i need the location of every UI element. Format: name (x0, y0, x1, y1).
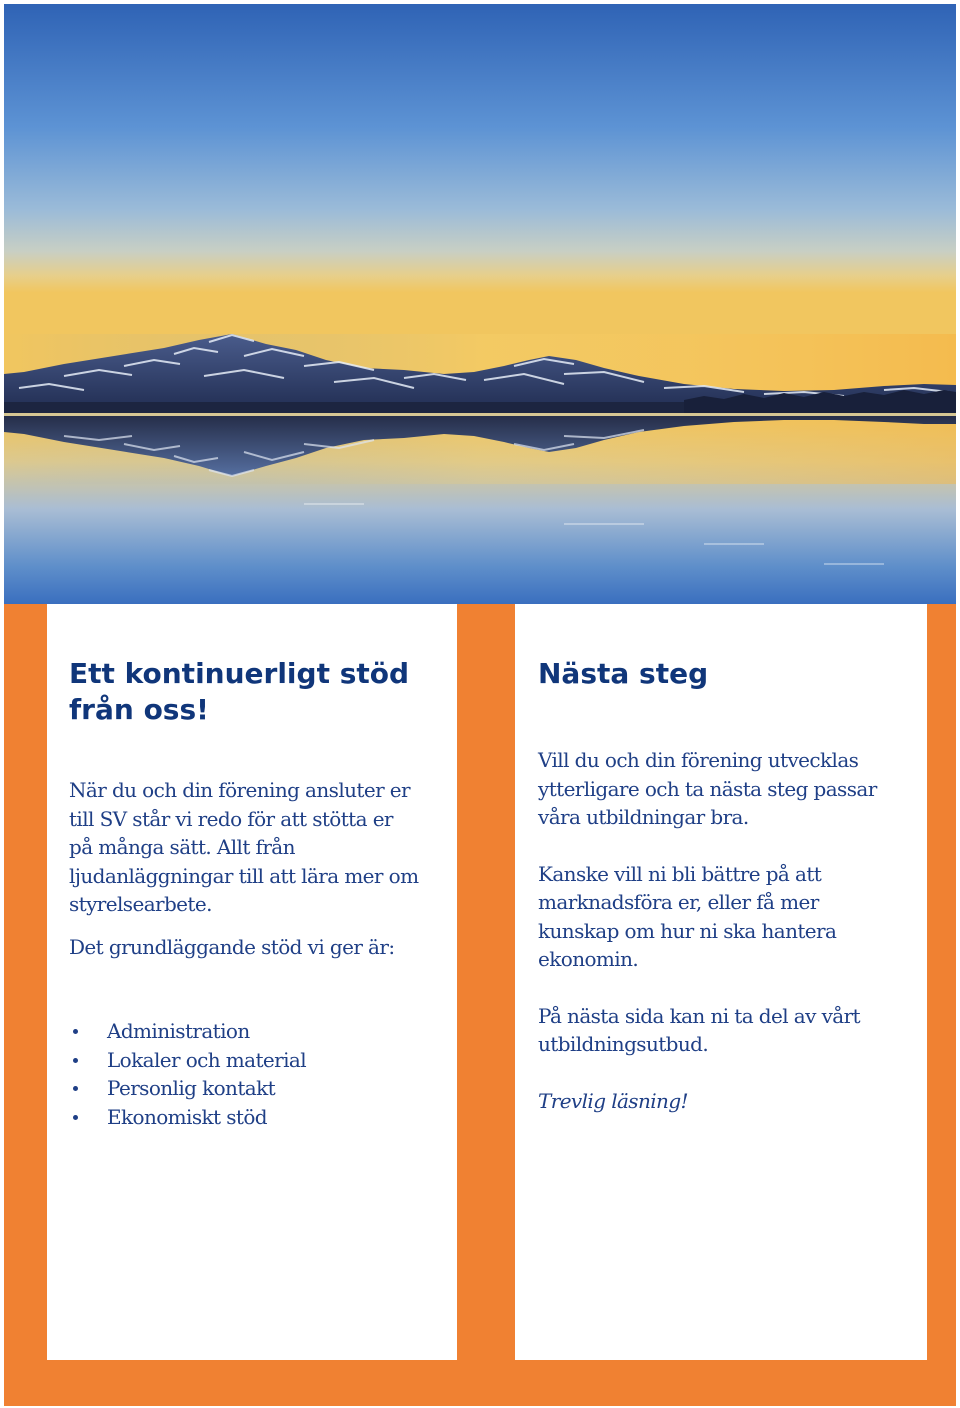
list-item (69, 1103, 457, 1132)
right-card-paragraph-1: Vill du och din förening utvecklas ytterligare och ta nästa steg passar våra utbildningar bra. (538, 748, 877, 829)
bullet-dot-icon (73, 1115, 78, 1120)
list-item-label: Administration (107, 1019, 250, 1043)
list-item-label: Lokaler och material (107, 1047, 307, 1072)
closing-line: Trevlig läsning! (538, 1088, 688, 1113)
list-item-label: Ekonomiskt stöd (107, 1104, 267, 1129)
left-card-intro: När du och din förening ansluter er till SV står vi redo för att stötta er på många sätt. Allt från ljudanläggningar till att lära mer om styrelsearbete. (69, 778, 419, 916)
list-item (69, 1074, 457, 1103)
right-card-paragraph-2: Kanske vill ni bli bättre på att marknadsföra er, eller få mer kunskap om hur ni ska hantera ekonomin. (538, 861, 837, 971)
list-item (69, 1046, 457, 1075)
support-list (69, 1017, 457, 1131)
left-card-heading: Ett kontinuerligt stöd från oss! (69, 657, 410, 726)
left-card (47, 604, 457, 1360)
right-card (515, 604, 927, 1360)
bullet-dot-icon (73, 1029, 78, 1034)
hero-photo-mountain-lake (4, 4, 956, 604)
support-intro: Det grundläggande stöd vi ger är: (69, 934, 395, 959)
right-card-heading: Nästa steg (538, 657, 709, 690)
list-item-label: Personlig kontakt (107, 1076, 276, 1100)
list-item (69, 1017, 457, 1046)
bullet-dot-icon (73, 1058, 78, 1063)
bullet-dot-icon (73, 1086, 78, 1091)
right-card-paragraph-3: På nästa sida kan ni ta del av vårt utbildningsutbud. (538, 1003, 860, 1056)
